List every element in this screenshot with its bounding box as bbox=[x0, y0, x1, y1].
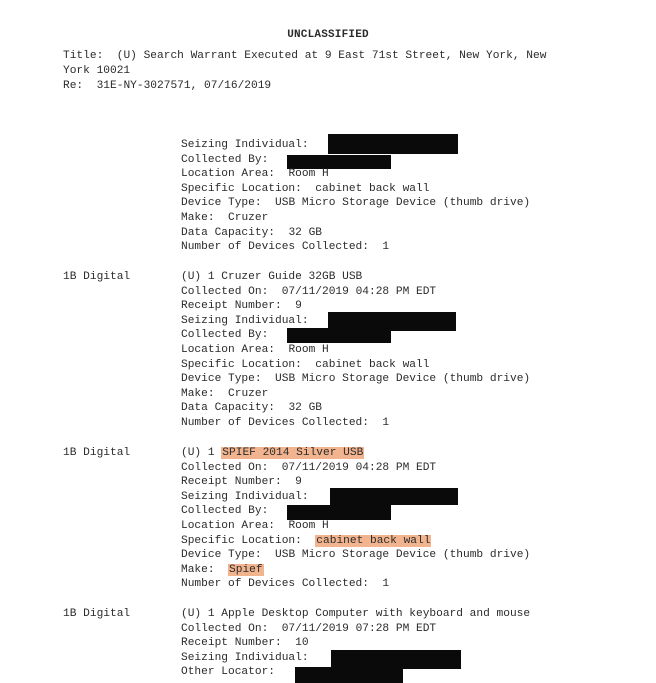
location-area-row: Location Area: Room H bbox=[181, 168, 329, 181]
description-row: (U) 1 SPIEF 2014 Silver USB bbox=[181, 447, 364, 459]
seizing-individual-row: Seizing Individual: bbox=[181, 651, 530, 666]
num-devices-row: Number of Devices Collected: 1 bbox=[181, 241, 390, 254]
seizing-individual-row: Seizing Individual: bbox=[181, 138, 530, 153]
make-row: Make: Cruzer bbox=[181, 387, 269, 400]
evidence-entry-0 bbox=[181, 138, 530, 255]
data-capacity-row: Data Capacity: 32 GB bbox=[181, 402, 323, 415]
evidence-entry-3 bbox=[181, 607, 530, 680]
collected-on-row: Collected On: 07/11/2019 04:28 PM EDT bbox=[181, 285, 437, 298]
title-text-1: (U) Search Warrant Executed at 9 East 71st Street, New York, New bbox=[116, 50, 547, 62]
collected-on-row: Collected On: 07/11/2019 07:28 PM EDT bbox=[181, 622, 437, 635]
specific-location-row: Specific Location: cabinet back wall bbox=[181, 358, 430, 371]
entry-category: 1B Digital bbox=[63, 271, 131, 283]
make-row: Make: Spief bbox=[181, 563, 263, 576]
entry-category: 1B Digital bbox=[63, 608, 131, 620]
redaction-block bbox=[287, 328, 391, 343]
evidence-entry-1 bbox=[181, 270, 530, 431]
specific-location-row: Specific Location: cabinet back wall bbox=[181, 182, 430, 195]
highlighted-text: cabinet back wall bbox=[316, 534, 431, 547]
data-capacity-row: Data Capacity: 32 GB bbox=[181, 226, 323, 239]
make-row: Make: Cruzer bbox=[181, 211, 269, 224]
collected-by-row: Collected By: bbox=[181, 328, 530, 343]
num-devices-row: Number of Devices Collected: 1 bbox=[181, 578, 390, 591]
title-line-2: York 10021 bbox=[63, 65, 131, 77]
receipt-number-row: Receipt Number: 10 bbox=[181, 637, 309, 650]
title-label: Title: bbox=[63, 50, 104, 62]
specific-location-row: Specific Location: cabinet back wall bbox=[181, 534, 431, 547]
device-type-row: Device Type: USB Micro Storage Device (thumb drive) bbox=[181, 197, 531, 210]
re-line bbox=[63, 79, 271, 94]
highlighted-text: Spief bbox=[229, 563, 263, 576]
title-line-1 bbox=[63, 49, 546, 64]
collected-on-row: Collected On: 07/11/2019 04:28 PM EDT bbox=[181, 461, 437, 474]
redaction-block bbox=[330, 488, 458, 505]
seizing-individual-row: Seizing Individual: bbox=[181, 490, 530, 505]
receipt-number-row: Receipt Number: 9 bbox=[181, 300, 302, 313]
classification-banner: UNCLASSIFIED bbox=[287, 29, 369, 41]
redaction-block bbox=[328, 134, 458, 154]
entry-category: 1B Digital bbox=[63, 447, 131, 459]
re-label: Re: bbox=[63, 80, 84, 92]
re-value: 31E-NY-3027571, 07/16/2019 bbox=[96, 80, 272, 92]
seizing-individual-row: Seizing Individual: bbox=[181, 314, 530, 329]
num-devices-row: Number of Devices Collected: 1 bbox=[181, 416, 390, 429]
device-type-row: Device Type: USB Micro Storage Device (thumb drive) bbox=[181, 373, 531, 386]
collected-by-row: Collected By: bbox=[181, 153, 530, 168]
location-area-row: Location Area: Room H bbox=[181, 343, 329, 356]
redaction-block bbox=[295, 667, 403, 683]
highlighted-text: SPIEF 2014 Silver USB bbox=[222, 447, 364, 459]
description-row: (U) 1 Cruzer Guide 32GB USB bbox=[181, 271, 363, 283]
description-row: (U) 1 Apple Desktop Computer with keyboard and mouse bbox=[181, 608, 531, 620]
receipt-number-row: Receipt Number: 9 bbox=[181, 476, 302, 489]
collected-by-row: Collected By: bbox=[181, 504, 530, 519]
other-locator-row: Other Locator: bbox=[181, 665, 530, 680]
evidence-entry-2 bbox=[181, 446, 530, 592]
device-type-row: Device Type: USB Micro Storage Device (thumb drive) bbox=[181, 549, 531, 562]
location-area-row: Location Area: Room H bbox=[181, 519, 329, 532]
